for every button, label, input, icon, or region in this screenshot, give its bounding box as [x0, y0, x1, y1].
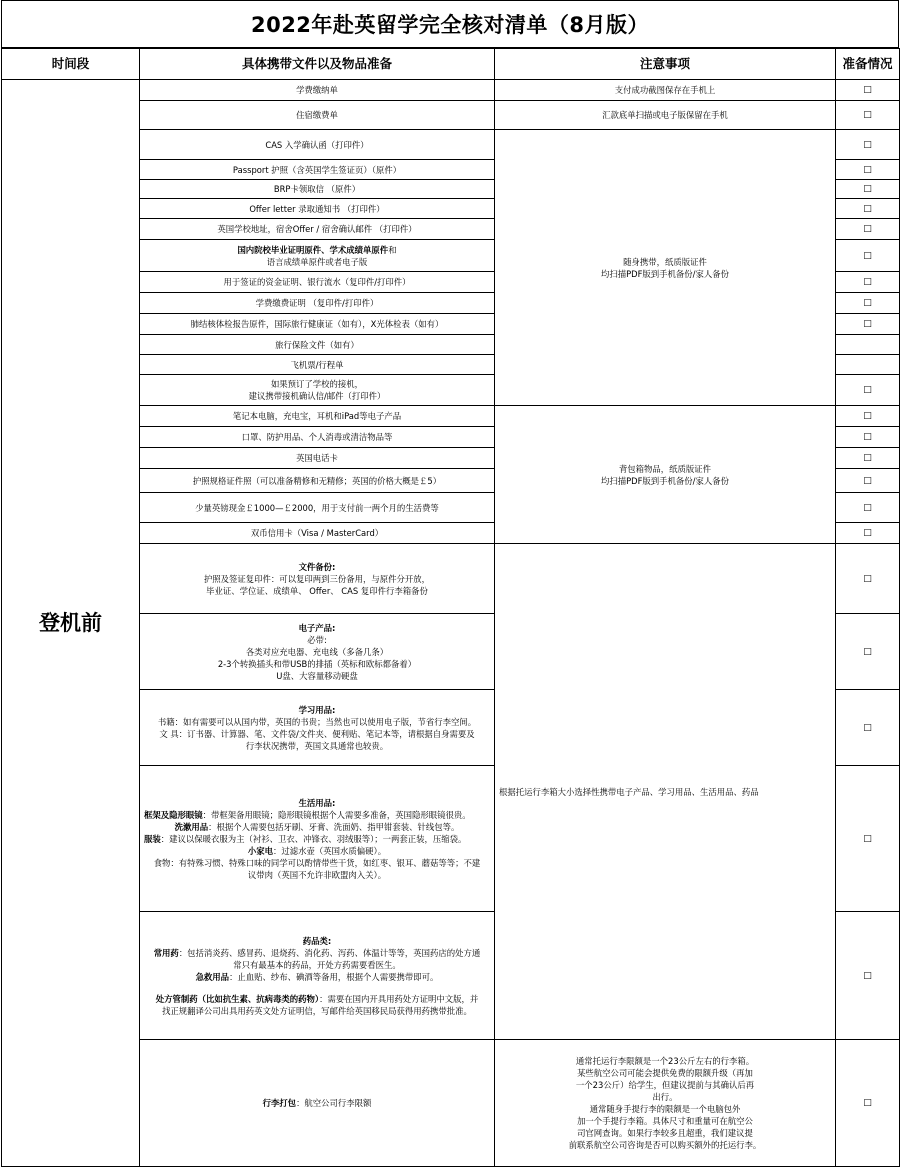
status-checkbox[interactable]: □ [836, 406, 900, 427]
section-body-documents: 护照及签证复印件：可以复印两到三份备用，与原件分开放， 毕业证、学位证、成绩单、 Offer、 CAS 复印件行李箱备份 [203, 573, 431, 596]
daily-label-appliance: 小家电 [247, 845, 274, 856]
item-cell: Offer letter 录取通知书 （打印件） [140, 199, 495, 219]
medicine-label-common: 常用药 [153, 947, 179, 958]
section-title-medicine: 药品类: [302, 935, 332, 946]
daily-text-appliance: ：过滤水壶（英国水质偏硬）。 [273, 845, 387, 856]
checklist-page [1, 0, 899, 1167]
item-cell: 肺结核体检报告原件，国际旅行健康证（如有），X光体检表（如有） [140, 314, 495, 335]
page-title: 2022年赴英留学完全核对清单（8月版） [1, 0, 899, 48]
note-cell: 支付成功截图保存在手机上 [495, 80, 836, 101]
item-cell-study [140, 690, 495, 766]
status-checkbox[interactable]: □ [836, 493, 900, 523]
status-checkbox[interactable]: □ [836, 180, 900, 199]
status-checkbox[interactable]: □ [836, 199, 900, 219]
daily-line [144, 845, 490, 857]
item-cell [140, 240, 495, 272]
medicine-label-firstaid: 急救用品 [195, 971, 230, 982]
status-checkbox[interactable]: □ [836, 272, 900, 293]
daily-text-clothes: ：建议以保暖衣服为主（衬衫、卫衣、冲锋衣、羽绒服等）；一两套正装，压缩袋。 [160, 833, 467, 844]
note-cell: 根据托运行李箱大小选择性携带电子产品、学习用品、生活用品、药品 [495, 544, 836, 1040]
daily-line [144, 821, 490, 833]
note-cell: 汇款底单扫描或电子版保留在手机 [495, 101, 836, 130]
item-cell: 旅行保险文件（如有） [140, 335, 495, 355]
section-title-documents: 文件备份: [298, 561, 336, 572]
item-cell: 学费缴费证明 （复印件/打印件） [140, 293, 495, 314]
daily-label-toiletries: 洗漱用品 [174, 821, 209, 832]
status-checkbox[interactable]: □ [836, 427, 900, 448]
status-checkbox[interactable]: □ [836, 1040, 900, 1167]
daily-label-clothes: 服装 [144, 833, 161, 844]
item-cell: 少量英镑现金￡1000—￡2000，用于支付前一两个月的生活费等 [140, 493, 495, 523]
status-checkbox[interactable]: □ [836, 614, 900, 690]
header-period: 时间段 [2, 49, 140, 80]
section-body-electronics: 必带: 各类对应充电器、充电线（多备几条） 2-3个转换插头和带USB的排插（英标和欧标都备着） U盘、大容量移动硬盘 [217, 634, 417, 681]
item-cell: Passport 护照（含英国学生签证页）（原件） [140, 160, 495, 180]
period-cell: 登机前 [2, 80, 140, 1167]
medicine-label-prescription: 处方管制药（比如抗生素、抗病毒类的药物） [155, 993, 320, 1004]
item-cell: 用于签证的资金证明、银行流水（复印件/打印件） [140, 272, 495, 293]
status-checkbox[interactable]: □ [836, 80, 900, 101]
section-body-study: 书籍：如有需要可以从国内带，英国的书贵；当然也可以使用电子版，节省行李空间。 文 具：订书器、计算器、笔、文件袋/文件夹、便利贴、笔记本等，请根据自身需要及 行李状况携带，英国文具通常也较贵。 [157, 716, 477, 751]
status-checkbox[interactable]: □ [836, 766, 900, 912]
status-cell-empty [836, 355, 900, 375]
item-cell: 如果预订了学校的接机， 建议携带接机确认信/邮件（打印件） [140, 375, 495, 406]
status-checkbox[interactable]: □ [836, 375, 900, 406]
item-cell: BRP卡领取信 （原件） [140, 180, 495, 199]
header-items: 具体携带文件以及物品准备 [140, 49, 495, 80]
item-cell: 口罩、防护用品、个人消毒或清洁物品等 [140, 427, 495, 448]
item-cell: 住宿缴费单 [140, 101, 495, 130]
luggage-text: ：航空公司行李限额 [296, 1098, 372, 1108]
medicine-line [144, 971, 490, 983]
item-bold-text: 国内院校毕业证明原件、学术成绩单原件 [237, 244, 389, 255]
item-cell: 飞机票/行程单 [140, 355, 495, 375]
item-cell: 双币信用卡（Visa / MasterCard） [140, 523, 495, 544]
daily-text-toiletries: ：根据个人需要包括牙刷、牙膏、洗面奶、指甲钳套装、针线包等。 [208, 821, 460, 832]
status-checkbox[interactable]: □ [836, 240, 900, 272]
section-title-study: 学习用品: [298, 704, 336, 715]
medicine-text-prescription: ：需要在国内开具用药处方证明中文版，并 找正规翻译公司出具用药英文处方证明信，写邮件给英国移民局获得用药携带批准。 [162, 993, 479, 1016]
daily-line [144, 809, 490, 821]
item-cell: 英国学校地址，宿舍Offer / 宿舍确认邮件 （打印件） [140, 219, 495, 240]
status-checkbox[interactable]: □ [836, 690, 900, 766]
status-checkbox[interactable]: □ [836, 219, 900, 240]
section-title-daily: 生活用品: [298, 797, 336, 808]
medicine-line [144, 993, 490, 1017]
daily-text-food: 食物：有特殊习惯、特殊口味的同学可以酌情带些干货，如红枣、银耳、蘑菇等等；不建 议带肉（英国不允许非欧盟肉入关）。 [153, 857, 481, 880]
item-cell-luggage [140, 1040, 495, 1167]
item-text: 和 [388, 244, 397, 255]
status-checkbox[interactable]: □ [836, 912, 900, 1040]
item-cell-medicine [140, 912, 495, 1040]
table-row [2, 80, 900, 101]
status-checkbox[interactable]: □ [836, 314, 900, 335]
section-title-electronics: 电子产品: [298, 622, 336, 633]
item-cell-daily [140, 766, 495, 912]
header-notes: 注意事项 [495, 49, 836, 80]
note-cell: 随身携带，纸质版证件 均扫描PDF版到手机备份/家人备份 [495, 130, 836, 406]
daily-label-glasses: 框架及隐形眼镜 [144, 809, 203, 820]
header-status: 准备情况 [836, 49, 900, 80]
daily-text-glasses: ：带框架备用眼镜；隐形眼镜根据个人需要多准备，英国隐形眼镜很贵。 [202, 809, 471, 820]
note-cell: 通常托运行李限额是一个23公斤左右的行李箱。 某些航空公司可能会提供免费的限额升级（再加 一个23公斤）给学生，但建议提前与其确认后再 出行。 通常随身手提行李的限额是一个电脑包外 加一个手提行李箱。具体尺寸和重量可在航空公 司官网查询。如果行李较多且超重，我们建议提 前联系航空公司咨询是否可以购买额外的托运行李。 [495, 1040, 836, 1167]
daily-line [144, 833, 490, 845]
medicine-text-common: ：包括消炎药、感冒药、退烧药、消化药、泻药、体温计等等，英国药店的处方通 常只有最基本的药品，开处方药需要看医生。 [178, 947, 481, 970]
medicine-line [144, 947, 490, 971]
checklist-table [1, 48, 900, 1167]
item-cell: CAS 入学确认函（打印件） [140, 130, 495, 160]
status-checkbox[interactable]: □ [836, 544, 900, 614]
item-cell-electronics [140, 614, 495, 690]
status-checkbox[interactable]: □ [836, 523, 900, 544]
status-cell-empty [836, 335, 900, 355]
item-cell: 笔记本电脑，充电宝，耳机和iPad等电子产品 [140, 406, 495, 427]
status-checkbox[interactable]: □ [836, 448, 900, 469]
status-checkbox[interactable]: □ [836, 293, 900, 314]
item-text: 语言成绩单原件或者电子版 [266, 256, 368, 267]
item-cell: 护照规格证件照（可以准备精修和无精修；英国的价格大概是￡5） [140, 469, 495, 493]
status-checkbox[interactable]: □ [836, 160, 900, 180]
item-cell: 英国电话卡 [140, 448, 495, 469]
status-checkbox[interactable]: □ [836, 101, 900, 130]
note-cell: 背包箱物品，纸质版证件 均扫描PDF版到手机备份/家人备份 [495, 406, 836, 544]
status-checkbox[interactable]: □ [836, 469, 900, 493]
medicine-text-firstaid: ：止血贴、纱布、碘酒等备用，根据个人需要携带即可。 [229, 971, 439, 982]
header-row [2, 49, 900, 80]
luggage-label: 行李打包 [262, 1098, 297, 1108]
status-checkbox[interactable]: □ [836, 130, 900, 160]
item-cell-documents [140, 544, 495, 614]
item-cell: 学费缴纳单 [140, 80, 495, 101]
